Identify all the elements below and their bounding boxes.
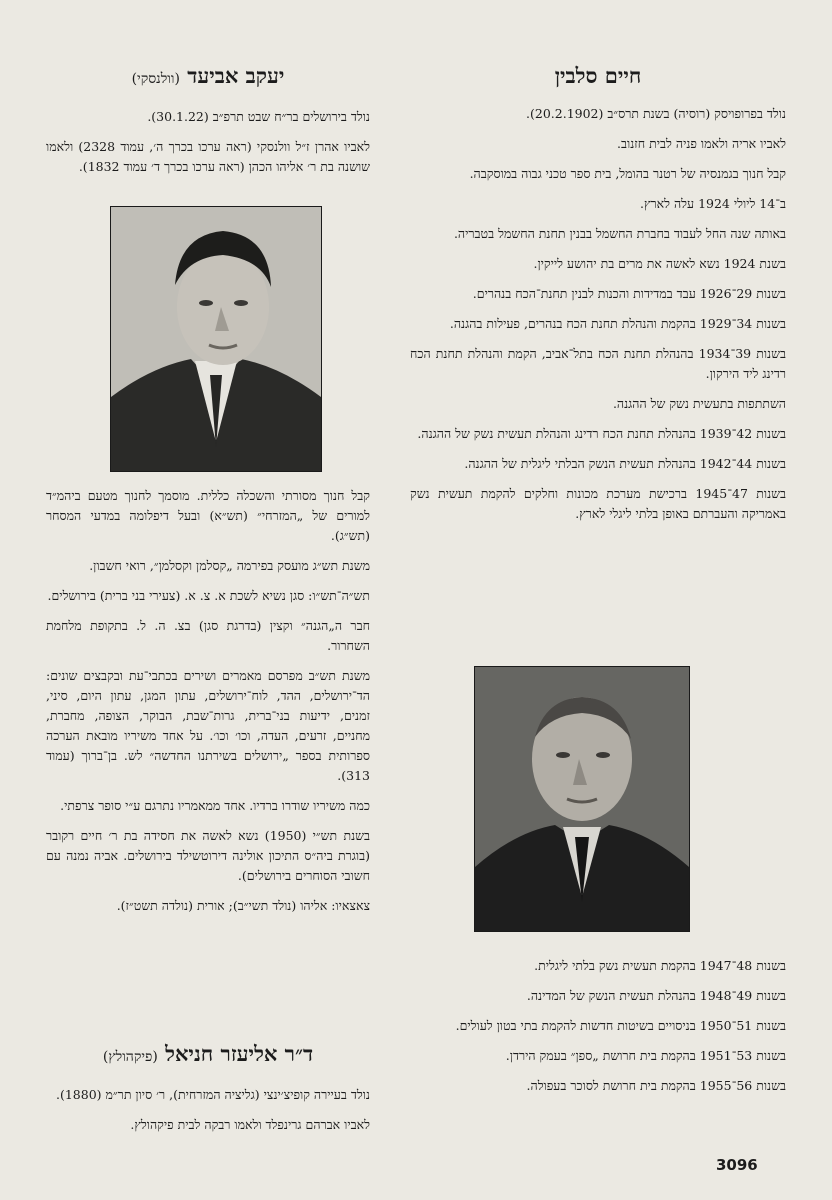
heading-former-name: (פיקהולץ): [102, 1049, 158, 1065]
bio-paragraph: השתתפות בתעשית נשק של ההגנה.: [612, 396, 786, 411]
bio-paragraph: בשנות 34־1929 בהקמת והנהלת תחנת הכח בנהרים, פעילות בהגנה.: [449, 316, 786, 331]
bio-paragraph: קבל חנוך מסורתי והשכלה כללית. מוסמך לחנוך מטעם ביהמ״ד למורים של „המזרחי״ (תש״א) ובעל דיפלומה במדעי המסחר (תש״ג).: [46, 488, 370, 543]
heading-name: ד״ר אליעזר חניאל: [165, 1041, 314, 1066]
bio-paragraph: משנת תש״ג מועסק בפירמה „קסלמן וקסלמן״, רואי חשבון.: [89, 558, 370, 573]
bio-paragraph: צאצאיו: אליהו (נולד תשי״ב); אורית (נולדה תשט״ז).: [116, 898, 370, 913]
bio-paragraph: בשנת תש״י (1950) נשא לאשה את חסידה בת ר׳ חיים רקובר (בוגרת ביה״ס התיכון אולינה דירוטשילד בירושלים. אביה נמנה עם חשובי הסוחרים בירושלים).: [46, 828, 371, 883]
portrait-photo-right: [474, 666, 690, 932]
bio-paragraph: נולד בעיירה קופיצ׳ינצי (גליציה המזרחית), ר׳ סיון תר״מ (1880).: [56, 1087, 370, 1102]
biography-column-right-continued: [410, 956, 786, 1106]
biography-column-left-continued: [46, 486, 370, 926]
bio-paragraph: קבל חנוך בגמנסיה של רטנר בהומל, בית ספר טכני גבוה במוסקבה.: [469, 166, 786, 181]
bio-paragraph: בשנות 56־1955 בהקמת בית חרושת לסוכר בעפולה.: [526, 1078, 786, 1093]
biography-heading-right: חיים סלבין: [554, 63, 642, 88]
heading-name: יעקב אביעד: [187, 63, 285, 88]
biography-column-left-second: [46, 1038, 370, 1145]
bio-paragraph: בשנות 51־1950 בניסויים בשיטות חדשות להקמת בתי בטון לעולים.: [455, 1018, 786, 1033]
bio-paragraph: חבר ה„הגנה״ וקצין (בדרגת סגן) בצ. ה. ל. בתקופת מלחמת השחרור.: [46, 618, 370, 653]
bio-paragraph: בשנות 42־1939 בהנהלת תחנת הכח רדינג והנהלת תעשית נשק של ההגנה.: [417, 426, 786, 441]
bio-paragraph: ב־14 ליולי 1924 עלה לארץ.: [640, 196, 786, 211]
bio-paragraph: באותה שנה החל לעבוד בחברת החשמל בבנין תחנת החשמל בטבריה.: [453, 226, 786, 241]
biography-column-left: [46, 60, 370, 187]
page-number: 3096: [716, 1156, 758, 1174]
bio-paragraph: לאביו אברהם גרינפלד ולאמו רבקה לבית פיקהולץ.: [130, 1117, 370, 1132]
bio-paragraph: תש״ה־תש״ו: סגן נשיא לשכת א. צ. א. (צעירי בני ברית) בירושלים.: [47, 588, 370, 603]
bio-paragraph: בשנות 48־1947 בהקמת תעשית נשק בלתי ליגלית.: [534, 958, 786, 973]
bio-paragraph: בשנות 53־1951 בהקמת בית חרושת „ספן״ בעמק הירדן.: [505, 1048, 786, 1063]
bio-paragraph: נולד בפרופויסק (רוסיה) בשנת תרס״ב (20.2.1902).: [526, 106, 786, 121]
biography-heading-left: [46, 62, 370, 93]
bio-paragraph: נולד בירושלים בר״ח שבט תרפ״ב (30.1.22).: [147, 109, 370, 124]
bio-paragraph: לאביו אריה ולאמו פניה לבית חזנוב.: [617, 136, 786, 151]
bio-paragraph: לאביו אהרן ז״ל וולנסקי (ראה ערכו בכרך ה׳, עמוד 2328) ולאמו שושנה בת ר׳ אליהו הכהן (ראה ערכו בכרך ד׳ עמוד 1832).: [46, 139, 370, 174]
bio-paragraph: בשנות 49־1948 בהנהלת תעשית הנשק של המדינה.: [526, 988, 786, 1003]
bio-paragraph: בשנות 44־1942 בהנהלת תעשית הנשק הבלתי ליגלית של ההגנה.: [464, 456, 786, 471]
portrait-photo-left: [110, 206, 322, 472]
heading-former-name: (וולנסקי): [131, 71, 180, 87]
bio-paragraph: כמה משיריו שודרו ברדיו. אחד ממאמריו נתרגם ע״י סופר צרפתי.: [60, 798, 370, 813]
bio-paragraph: בשנות 39־1934 בהנהלת תחנת הכח בתל־אביב, הקמת והנהלת תחנת הכח רדינג ליד הירקון.: [410, 346, 786, 381]
bio-paragraph: בשנות 47־1945 ברכישת מערכת מכונות וחלקים להקמת תעשית נשק באמריקה והעברתם באופן בלתי ליגלי לארץ.: [410, 486, 787, 521]
bio-paragraph: בשנת 1924 נשא לאשה את מרים בת יהושע לייקין.: [533, 256, 786, 271]
bio-paragraph: משנת תש״ב מפרסם מאמרים ושירים בכתבי־עת ובקבצים שונים: הד־ירושלים, ההד, לוח־ירושלים, עתון המגן, עתון היום, סיני, זמנים, ידיעות בני־ברית, גרות־שבת, הבוקר, הצופה, מחברת, מחניים, זרעים, העדה, וכו׳ וכו׳. על אחד משיריו מובאת הערכה ספרותית בספר „ירושלים בשירתנו החדשה״ לש. בן־ברוך (עמוד 313).: [46, 668, 370, 783]
biography-column-right: [410, 60, 786, 534]
biography-heading-second: [46, 1040, 370, 1071]
bio-paragraph: בשנות 29־1926 עבד במדידות והכנות לבנין תחנת־הכח בנהרים.: [472, 286, 786, 301]
